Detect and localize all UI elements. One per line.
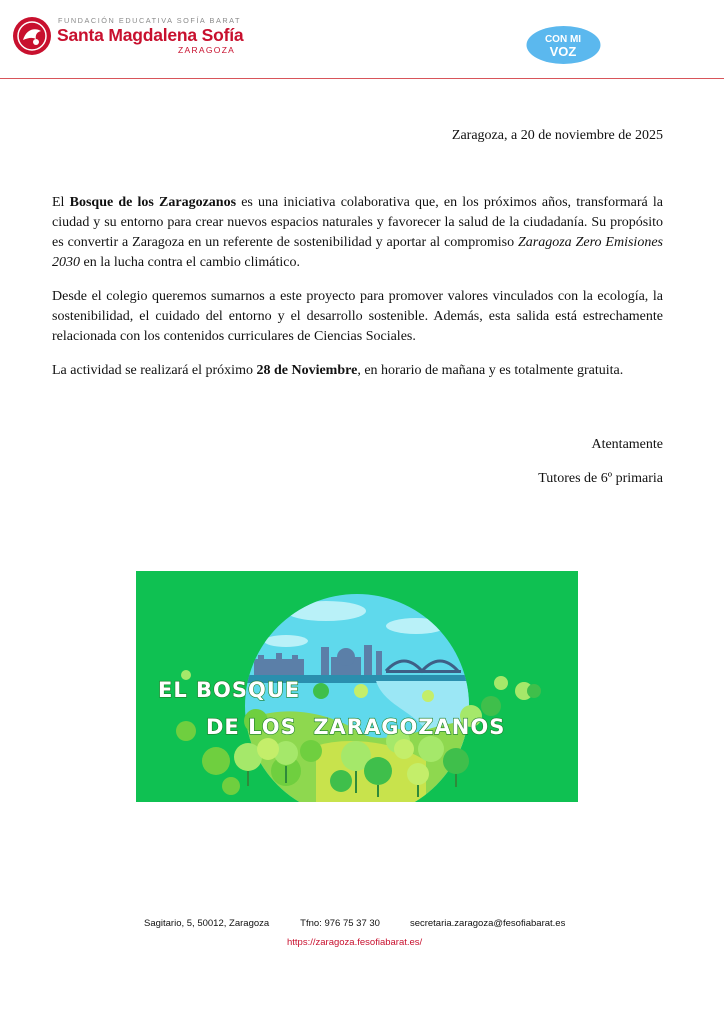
school-city: ZARAGOZA xyxy=(178,45,236,55)
signature: Tutores de 6º primaria xyxy=(538,471,663,486)
letterhead xyxy=(0,0,724,80)
banner-title-line2: DE LOS ZARAGOZANOS xyxy=(206,715,506,739)
footer-address: Sagitario, 5, 50012, Zaragoza xyxy=(144,918,270,929)
closing: Atentamente xyxy=(591,437,663,452)
school-name: Santa Magdalena Sofía xyxy=(57,25,244,45)
paragraph-1 xyxy=(52,193,663,273)
footer-website-link[interactable]: https://zaragoza.fesofiabarat.es/ xyxy=(287,937,423,948)
badge-line1: CON MI xyxy=(544,34,582,45)
school-logo xyxy=(12,14,252,58)
p3-text-b: , en horario de mañana y es totalmente gratuita. xyxy=(357,363,624,378)
letter-body xyxy=(52,193,663,395)
header-divider xyxy=(0,78,724,79)
p1-text-c: en la lucha contra el cambio climático. xyxy=(80,255,301,270)
banner-title-line1: EL BOSQUE xyxy=(158,678,301,702)
footer-phone: Tfno: 976 75 37 30 xyxy=(300,918,380,929)
paragraph-2: Desde el colegio queremos sumarnos a este proyecto para promover valores vinculados con la ecología, la sostenibilidad, el cuidado del entorno y el desarrollo sostenible. Además, esta salida está estrechamente relacionada con los contenidos curriculares de Ciencias Sociales. xyxy=(52,289,663,344)
p1-text-a: El xyxy=(52,195,70,210)
p1-bold: Bosque de los Zaragozanos xyxy=(69,195,237,210)
paragraph-3 xyxy=(52,361,663,381)
letter-date: Zaragoza, a 20 de noviembre de 2025 xyxy=(451,128,663,143)
p1-text-b: es una iniciativa colaborativa que, en los próximos años, transformará la ciudad y su entorno para crear nuevos espacios naturales y favorecer la salud de la ciudadanía. Su propósito es convertir a Zaragoza en un referente de sostenibilidad y aportar al compromiso xyxy=(52,195,663,250)
badge-line2: VOZ xyxy=(549,44,577,59)
p1-italic: Zaragoza Zero Emisiones 2030 xyxy=(52,235,663,270)
foundation-name: FUNDACIÓN EDUCATIVA SOFÍA BARAT xyxy=(58,16,242,25)
con-mi-voz-badge xyxy=(525,25,602,65)
p3-bold: 28 de Noviembre xyxy=(256,363,358,378)
school-seal-icon xyxy=(12,16,52,56)
bosque-banner-image xyxy=(136,571,578,802)
footer-email[interactable]: secretaria.zaragoza@fesofiabarat.es xyxy=(409,918,566,929)
p3-text-a: La actividad se realizará el próximo xyxy=(52,363,257,378)
footer-contact xyxy=(144,918,565,929)
